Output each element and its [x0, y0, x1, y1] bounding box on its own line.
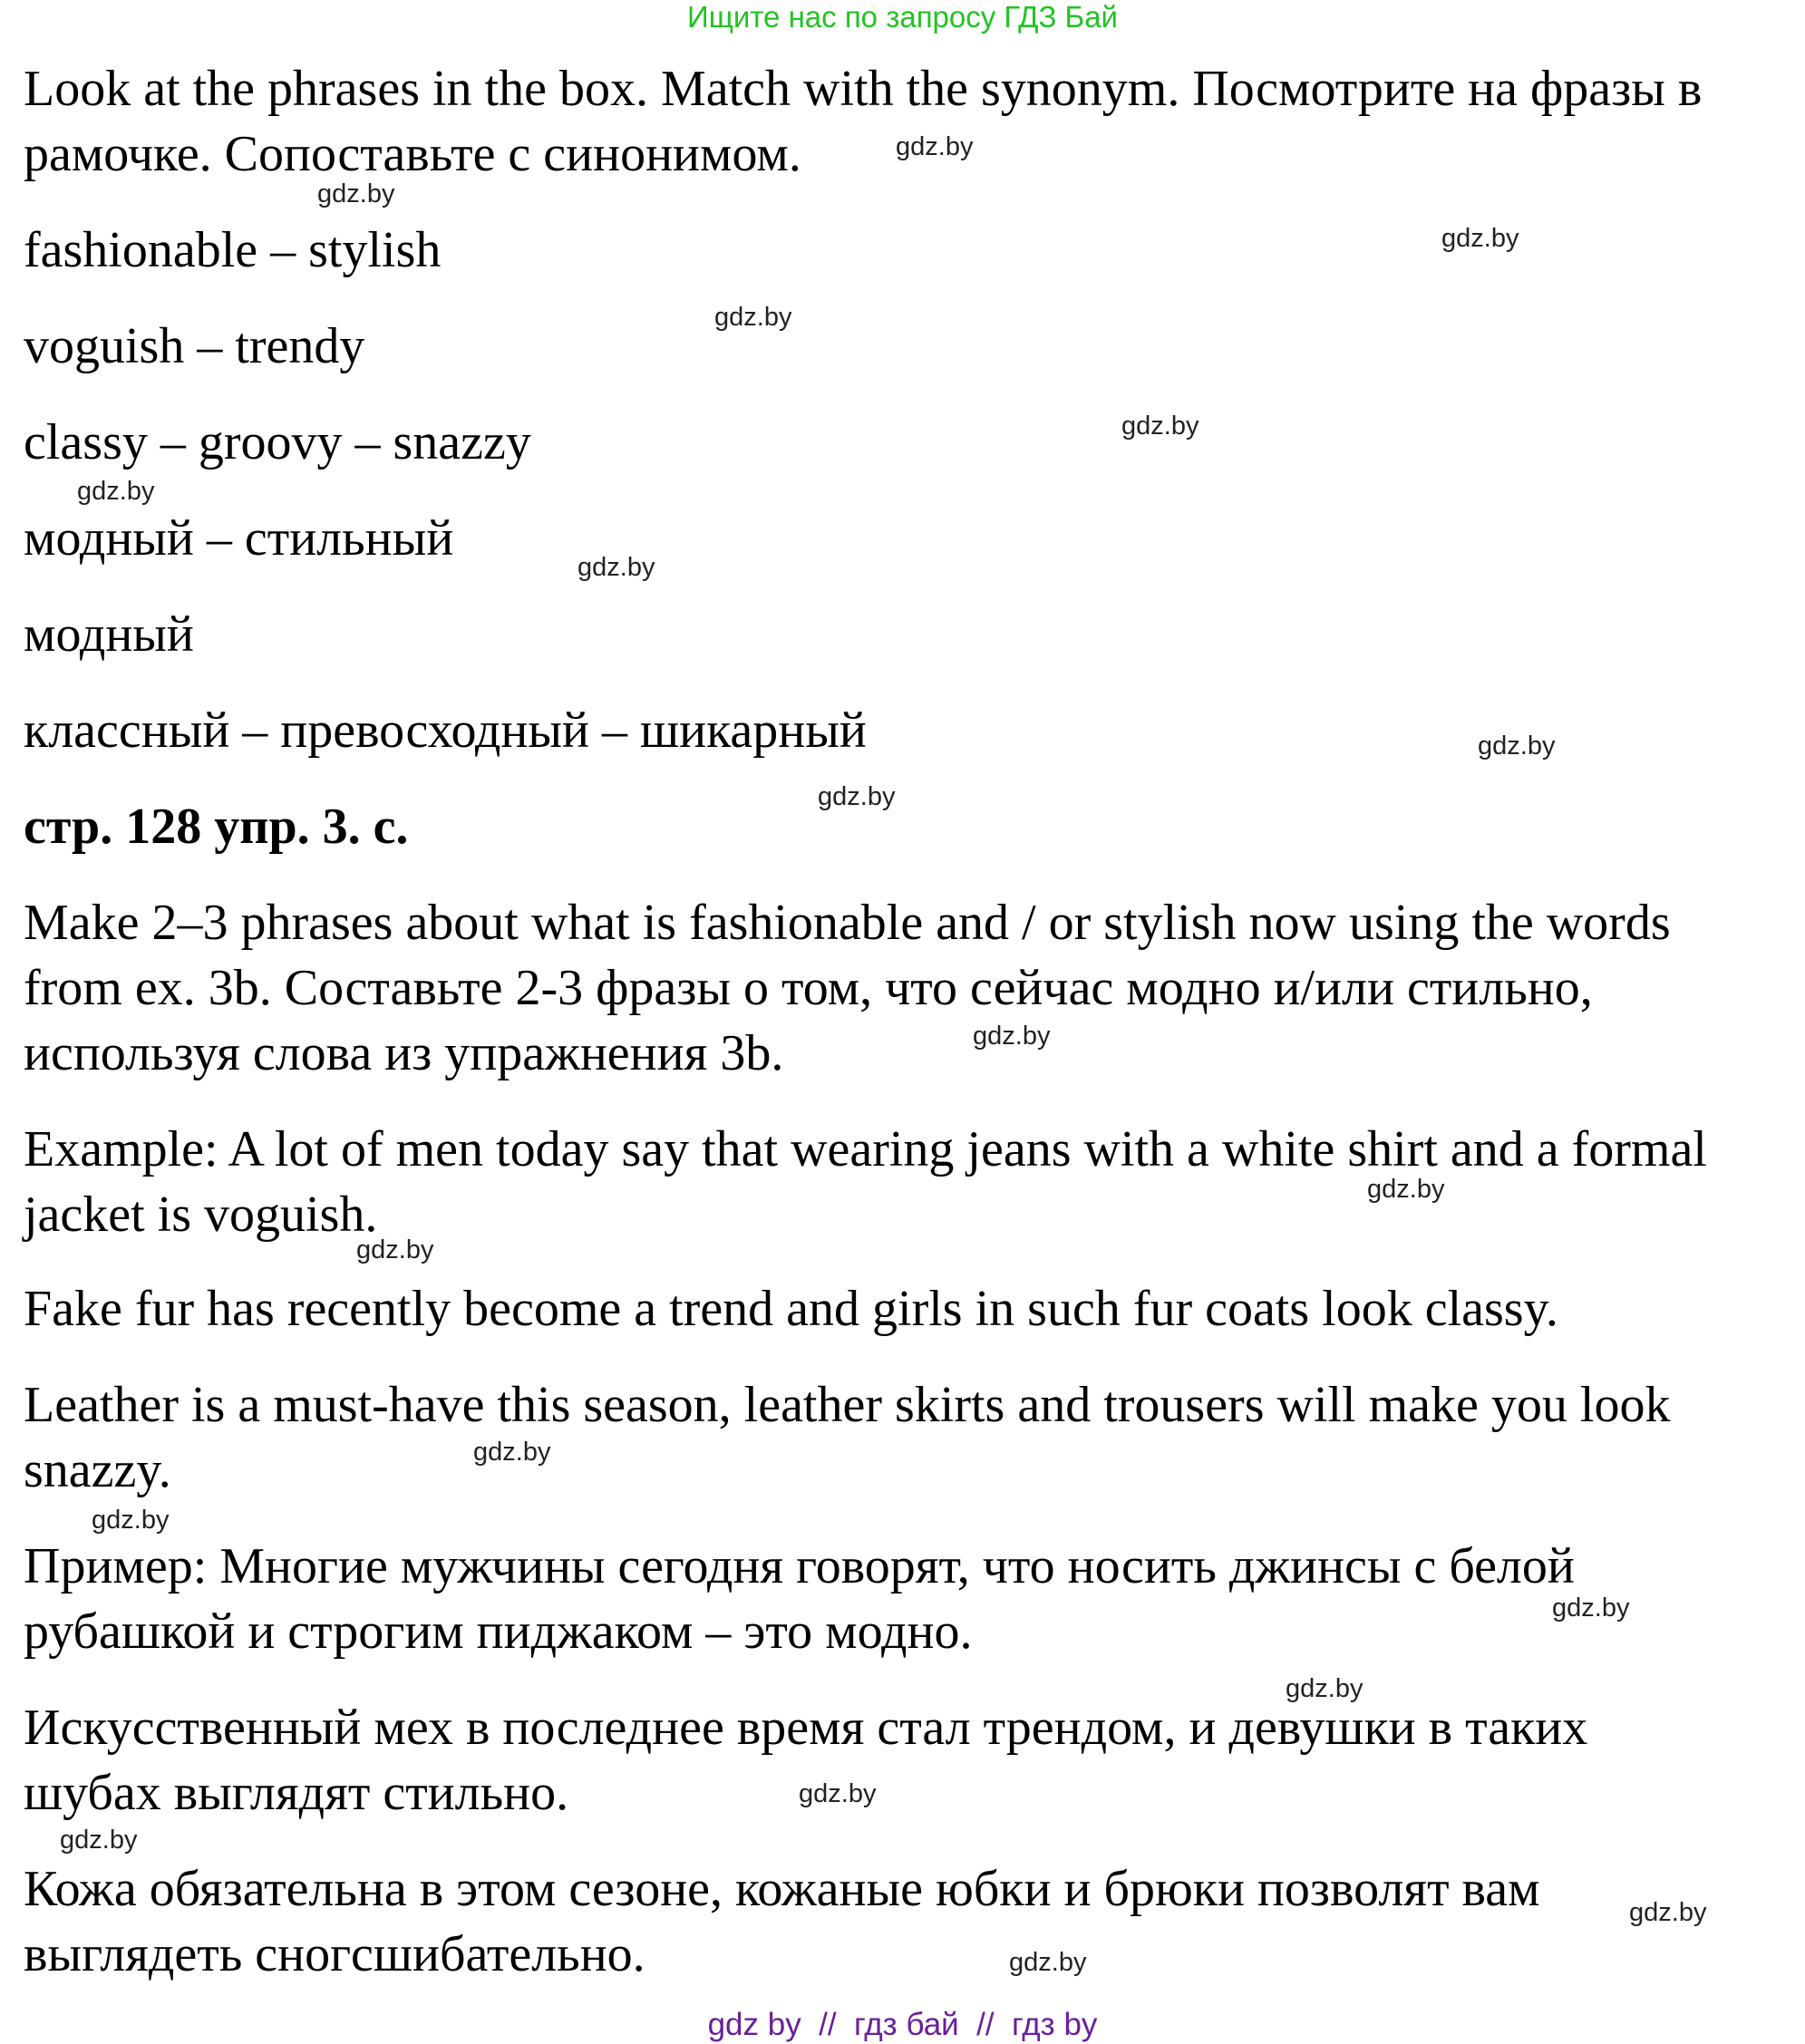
example3-line1: Leather is a must-have this season, leather skirts and trousers will make you look [24, 1377, 1671, 1433]
watermark: gdz.by [577, 553, 655, 582]
watermark: gdz.by [60, 1826, 138, 1855]
ru-pair-1: модный – стильный [24, 510, 454, 567]
watermark: gdz.by [356, 1235, 434, 1264]
ru-example3-line2: выглядеть сногсшибательно. [24, 1926, 645, 1982]
ru-pair-3: классный – превосходный – шикарный [24, 702, 867, 759]
ru-pair-2: модный [24, 606, 194, 663]
watermark: gdz.by [714, 303, 792, 332]
task2-line2: from ex. 3b. Составьте 2-3 фразы о том, что сейчас модно и/или стильно, [24, 960, 1593, 1016]
watermark: gdz.by [473, 1438, 551, 1467]
task1-line2: рамочке. Сопоставьте с синонимом. [24, 126, 801, 182]
example3-line2: snazzy. [24, 1442, 171, 1498]
watermark: gdz.by [896, 132, 974, 161]
footer-banner: gdz by // гдз бай // гдз by [707, 2007, 1098, 2042]
example1-line2: jacket is voguish. [24, 1187, 378, 1243]
watermark: gdz.by [1367, 1175, 1445, 1204]
pair-voguish: voguish – trendy [24, 318, 365, 374]
pair-classy: classy – groovy – snazzy [24, 414, 531, 470]
header-banner: Ищите нас по запросу ГДЗ Бай [687, 0, 1118, 34]
watermark: gdz.by [317, 179, 395, 208]
ru-example1-line1: Пример: Многие мужчины сегодня говорят, что носить джинсы с белой [24, 1538, 1575, 1594]
exercise-heading: стр. 128 упр. 3. с. [24, 799, 409, 855]
watermark: gdz.by [1009, 1948, 1087, 1977]
ru-example3-line1: Кожа обязательна в этом сезоне, кожаные юбки и брюки позволят вам [24, 1861, 1540, 1917]
watermark: gdz.by [1478, 731, 1556, 760]
task1-line1: Look at the phrases in the box. Match with the synonym. Посмотрите на фразы в [24, 61, 1703, 117]
example2-line: Fake fur has recently become a trend and girls in such fur coats look classy. [24, 1281, 1558, 1337]
watermark: gdz.by [1441, 224, 1519, 253]
ru-example2-line1: Искусственный мех в последнее время стал трендом, и девушки в таких [24, 1700, 1588, 1756]
watermark: gdz.by [1121, 412, 1199, 441]
watermark: gdz.by [973, 1022, 1051, 1051]
ru-example2-line2: шубах выглядят стильно. [24, 1765, 569, 1821]
watermark: gdz.by [1629, 1898, 1707, 1927]
watermark: gdz.by [1286, 1674, 1363, 1703]
example1-line1: Example: A lot of men today say that wearing jeans with a white shirt and a formal [24, 1121, 1707, 1177]
pair-fashionable: fashionable – stylish [24, 222, 442, 278]
ru-example1-line2: рубашкой и строгим пиджаком – это модно. [24, 1603, 973, 1660]
watermark: gdz.by [92, 1506, 170, 1535]
task2-line3: используя слова из упражнения 3b. [24, 1025, 784, 1081]
watermark: gdz.by [77, 477, 155, 506]
watermark: gdz.by [818, 782, 896, 811]
watermark: gdz.by [1552, 1594, 1630, 1623]
watermark: gdz.by [799, 1779, 877, 1808]
task2-line1: Make 2–3 phrases about what is fashionable and / or stylish now using the words [24, 895, 1671, 951]
